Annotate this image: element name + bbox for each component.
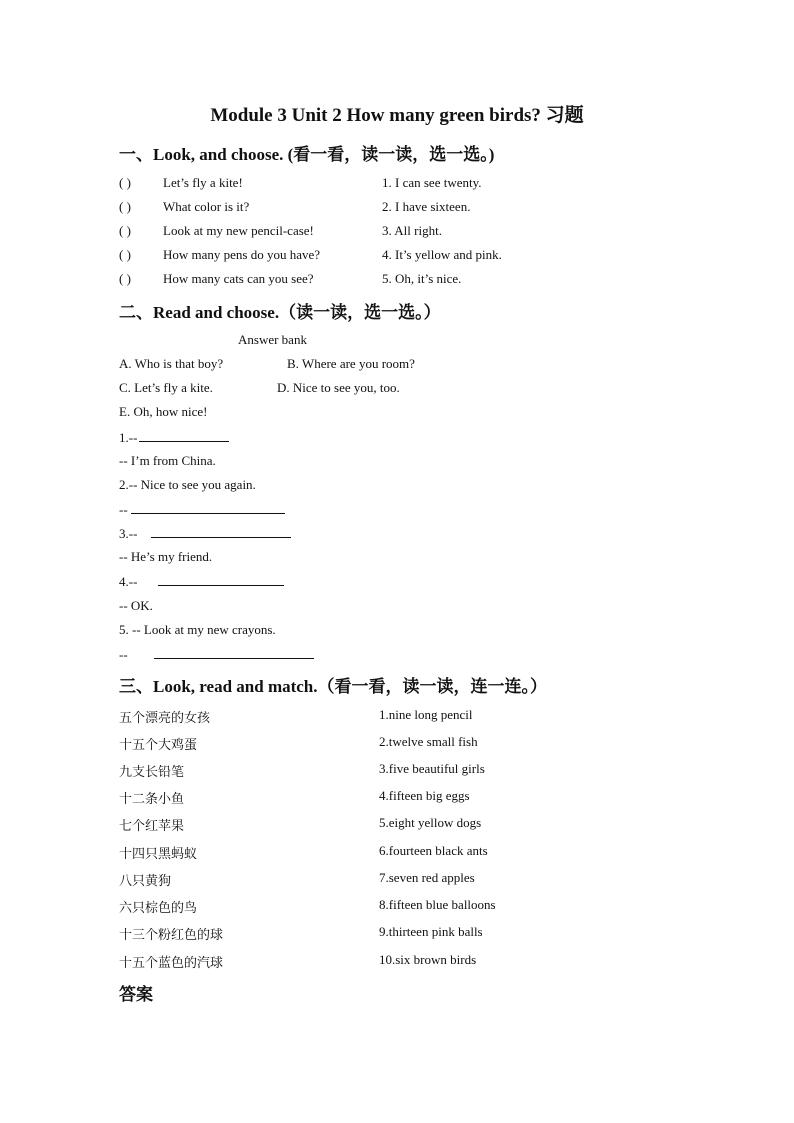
fill-blank-line[interactable] xyxy=(158,573,284,586)
dialog-3-prefix: 3.-- xyxy=(119,526,138,541)
chinese-phrase: 十五个蓝色的汽球 xyxy=(119,955,224,970)
answer-blank: ( ) xyxy=(119,271,131,286)
chinese-phrase: 六只棕色的鸟 xyxy=(119,900,198,915)
dialog-5-reply xyxy=(119,646,314,663)
english-phrase: 6.fourteen black ants xyxy=(379,843,488,858)
answer-blank: ( ) xyxy=(119,223,131,238)
english-phrase: 3.five beautiful girls xyxy=(379,761,485,776)
dialog-2-reply xyxy=(119,501,285,518)
chinese-phrase: 五个漂亮的女孩 xyxy=(119,710,211,725)
bank-option-c: C. Let’s fly a kite. xyxy=(119,380,213,395)
bank-option-d: D. Nice to see you, too. xyxy=(277,380,400,395)
page-title: Module 3 Unit 2 How many green birds? 习题 xyxy=(210,105,584,126)
question-4: How many pens do you have? xyxy=(163,247,321,262)
dialog-4-reply: -- OK. xyxy=(119,598,153,613)
bank-option-b: B. Where are you room? xyxy=(287,356,415,371)
answer-heading: 答案 xyxy=(119,985,153,1004)
chinese-phrase: 十三个粉红色的球 xyxy=(119,927,224,942)
english-phrase: 10.six brown birds xyxy=(379,952,477,967)
english-phrase: 9.thirteen pink balls xyxy=(379,924,483,939)
dialog-5-question: 5. -- Look at my new crayons. xyxy=(119,622,276,637)
english-phrase: 5.eight yellow dogs xyxy=(379,815,482,830)
dialog-3-reply: -- He’s my friend. xyxy=(119,549,213,564)
dialog-5-prefix: -- xyxy=(119,647,128,662)
dialog-1-question xyxy=(119,429,229,446)
question-2: What color is it? xyxy=(163,199,250,214)
answer-option-2: 2. I have sixteen. xyxy=(382,199,471,214)
fill-blank-line[interactable] xyxy=(154,646,314,659)
answer-option-3: 3. All right. xyxy=(382,223,442,238)
question-5: How many cats can you see? xyxy=(163,271,314,286)
answer-blank: ( ) xyxy=(119,199,131,214)
answer-option-4: 4. It’s yellow and pink. xyxy=(382,247,502,262)
english-phrase: 2.twelve small fish xyxy=(379,734,478,749)
chinese-phrase: 七个红苹果 xyxy=(119,818,185,833)
chinese-phrase: 十二条小鱼 xyxy=(119,791,185,806)
fill-blank-line[interactable] xyxy=(139,429,229,442)
question-3: Look at my new pencil-case! xyxy=(163,223,314,238)
answer-option-5: 5. Oh, it’s nice. xyxy=(382,271,462,286)
dialog-2-question: 2.-- Nice to see you again. xyxy=(119,477,256,492)
dialog-4-prefix: 4.-- xyxy=(119,574,138,589)
fill-blank-line[interactable] xyxy=(151,525,291,538)
english-phrase: 1.nine long pencil xyxy=(379,707,473,722)
english-phrase: 4.fifteen big eggs xyxy=(379,788,470,803)
answer-bank-label: Answer bank xyxy=(238,332,307,347)
section2-heading: 二、Read and choose.（读一读，选一选。） xyxy=(119,303,441,322)
english-phrase: 7.seven red apples xyxy=(379,870,475,885)
bank-option-e: E. Oh, how nice! xyxy=(119,404,208,419)
chinese-phrase: 九支长铅笔 xyxy=(119,764,185,779)
question-1: Let’s fly a kite! xyxy=(163,175,243,190)
dialog-4-question xyxy=(119,573,284,590)
answer-blank: ( ) xyxy=(119,247,131,262)
section3-heading: 三、Look, read and match.（看一看，读一读，连一连。） xyxy=(119,677,548,696)
dialog-2-prefix: -- xyxy=(119,502,128,517)
chinese-phrase: 八只黄狗 xyxy=(119,873,172,888)
answer-option-1: 1. I can see twenty. xyxy=(382,175,482,190)
section1-heading: 一、Look, and choose. (看一看，读一读，选一选。) xyxy=(119,145,495,164)
chinese-phrase: 十五个大鸡蛋 xyxy=(119,737,198,752)
dialog-1-prefix: 1.-- xyxy=(119,430,138,445)
bank-option-a: A. Who is that boy? xyxy=(119,356,224,371)
fill-blank-line[interactable] xyxy=(131,501,285,514)
dialog-1-reply: -- I’m from China. xyxy=(119,453,216,468)
dialog-3-question xyxy=(119,525,291,542)
english-phrase: 8.fifteen blue balloons xyxy=(379,897,496,912)
chinese-phrase: 十四只黑蚂蚁 xyxy=(119,846,198,861)
answer-blank: ( ) xyxy=(119,175,131,190)
